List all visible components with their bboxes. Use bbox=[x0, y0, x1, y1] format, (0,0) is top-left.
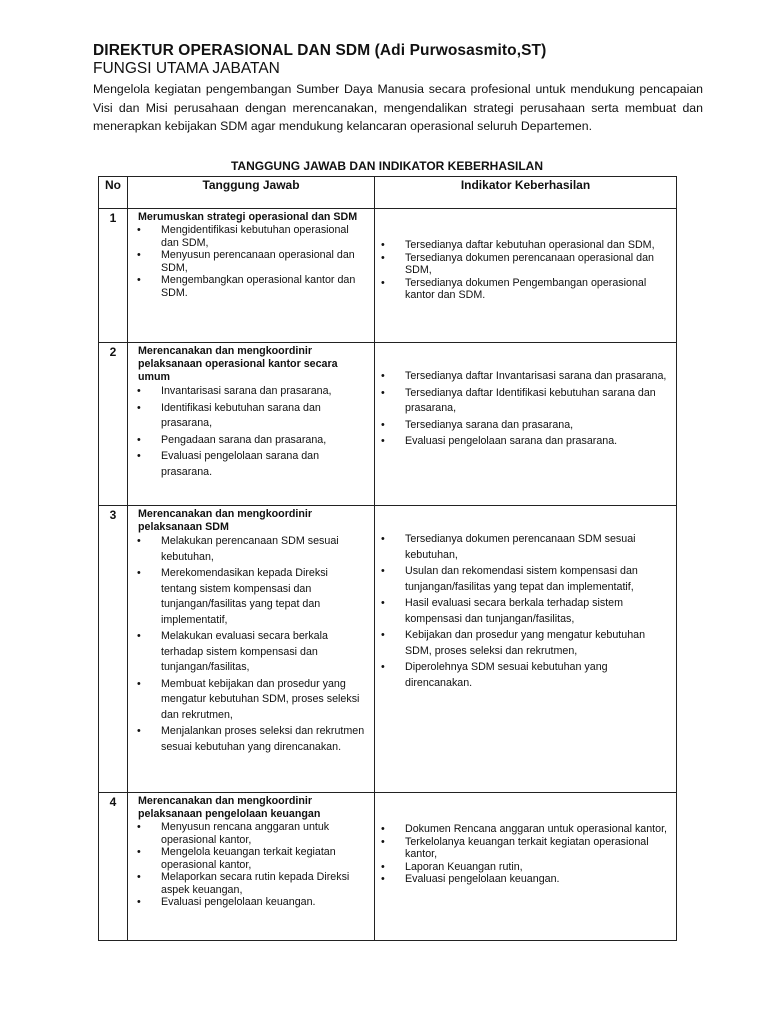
list-item: • Melakukan perencanaan SDM sesuai kebutuhan, bbox=[161, 534, 366, 565]
list-item: • Evaluasi pengelolaan keuangan. bbox=[405, 873, 668, 886]
document-subtitle: FUNGSI UTAMA JABATAN bbox=[93, 60, 280, 77]
list-item: • Melakukan evaluasi secara berkala terhadap sistem kompensasi dan tunjangan/fasilitas, bbox=[161, 629, 366, 676]
list-item: • Melaporkan secara rutin kepada Direksi aspek keuangan, bbox=[161, 871, 366, 896]
responsibility-heading: Merumuskan strategi operasional dan SDM bbox=[138, 211, 358, 223]
row-number: 4 bbox=[99, 793, 128, 941]
list-item: • Usulan dan rekomendasi sistem kompensasi dan tunjangan/fasilitas yang tepat dan implementatif, bbox=[405, 564, 668, 595]
header-responsibility: Tanggung Jawab bbox=[128, 177, 375, 209]
table-row bbox=[99, 209, 677, 343]
list-item: • Mengidentifikasi kebutuhan operasional dan SDM, bbox=[161, 224, 366, 249]
indicator-list bbox=[405, 532, 668, 691]
responsibility-cell bbox=[128, 343, 375, 506]
list-item: • Tersedianya daftar Identifikasi kebutuhan sarana dan prasarana, bbox=[405, 386, 668, 417]
indicator-list bbox=[405, 369, 668, 450]
responsibility-cell bbox=[128, 793, 375, 941]
list-item: • Identifikasi kebutuhan sarana dan prasarana, bbox=[161, 401, 366, 432]
list-item: • Tersedianya daftar kebutuhan operasional dan SDM, bbox=[405, 239, 668, 252]
list-item: • Evaluasi pengelolaan keuangan. bbox=[161, 896, 366, 909]
indicator-cell bbox=[375, 506, 677, 793]
list-item: • Menyusun perencanaan operasional dan SDM, bbox=[161, 249, 366, 274]
indicator-list bbox=[405, 239, 668, 302]
row-number: 2 bbox=[99, 343, 128, 506]
responsibility-list bbox=[161, 534, 366, 755]
list-item: • Tersedianya sarana dan prasarana, bbox=[405, 418, 668, 434]
indicator-cell bbox=[375, 343, 677, 506]
table-header-row bbox=[99, 177, 677, 209]
row-number: 1 bbox=[99, 209, 128, 343]
table-row bbox=[99, 506, 677, 793]
list-item: • Terkelolanya keuangan terkait kegiatan operasional kantor, bbox=[405, 836, 668, 861]
responsibility-list bbox=[161, 384, 366, 480]
indicator-cell bbox=[375, 793, 677, 941]
responsibility-heading: Merencanakan dan mengkoordinir pelaksanaan operasional kantor secara umum bbox=[138, 345, 338, 383]
list-item: • Hasil evaluasi secara berkala terhadap sistem kompensasi dan tunjangan/fasilitas, bbox=[405, 596, 668, 627]
list-item: • Evaluasi pengelolaan sarana dan prasarana. bbox=[161, 449, 366, 480]
list-item: • Laporan Keuangan rutin, bbox=[405, 861, 668, 874]
responsibility-list bbox=[161, 224, 366, 299]
list-item: • Invantarisasi sarana dan prasarana, bbox=[161, 384, 366, 400]
row-number: 3 bbox=[99, 506, 128, 793]
list-item: • Tersedianya dokumen perencanaan operasional dan SDM, bbox=[405, 252, 668, 277]
responsibility-cell bbox=[128, 506, 375, 793]
header-indicator: Indikator Keberhasilan bbox=[375, 177, 677, 209]
responsibility-cell bbox=[128, 209, 375, 343]
list-item: • Tersedianya daftar Invantarisasi sarana dan prasarana, bbox=[405, 369, 668, 385]
list-item: • Diperolehnya SDM sesuai kebutuhan yang direncanakan. bbox=[405, 660, 668, 691]
list-item: • Pengadaan sarana dan prasarana, bbox=[161, 433, 366, 449]
list-item: • Membuat kebijakan dan prosedur yang mengatur kebutuhan SDM, proses seleksi dan rekrutmen, bbox=[161, 677, 366, 724]
table-row bbox=[99, 343, 677, 506]
responsibility-table bbox=[98, 176, 677, 941]
list-item: • Tersedianya dokumen perencanaan SDM sesuai kebutuhan, bbox=[405, 532, 668, 563]
document-title: DIREKTUR OPERASIONAL DAN SDM (Adi Purwosasmito,ST) bbox=[93, 42, 547, 59]
list-item: • Mengelola keuangan terkait kegiatan operasional kantor, bbox=[161, 846, 366, 871]
list-item: • Menyusun rencana anggaran untuk operasional kantor, bbox=[161, 821, 366, 846]
intro-paragraph: Mengelola kegiatan pengembangan Sumber Daya Manusia secara profesional untuk mendukung pencapaian Visi dan Misi perusahaan dengan merencanakan, mengendalikan strategi perusahaan serta membuat dan menerapkan kebijakan SDM agar mendukung kelancaran operasional seluruh Departemen. bbox=[93, 82, 703, 133]
indicator-list bbox=[405, 823, 668, 886]
indicator-cell bbox=[375, 209, 677, 343]
list-item: • Menjalankan proses seleksi dan rekrutmen sesuai kebutuhan yang direncanakan. bbox=[161, 724, 366, 755]
list-item: • Mengembangkan operasional kantor dan SDM. bbox=[161, 274, 366, 299]
table-caption: TANGGUNG JAWAB DAN INDIKATOR KEBERHASILAN bbox=[230, 159, 543, 173]
table-row bbox=[99, 793, 677, 941]
responsibility-heading: Merencanakan dan mengkoordinir pelaksanaan pengelolaan keuangan bbox=[138, 795, 321, 820]
responsibility-heading: Merencanakan dan mengkoordinir pelaksanaan SDM bbox=[138, 508, 313, 533]
list-item: • Dokumen Rencana anggaran untuk operasional kantor, bbox=[405, 823, 668, 836]
header-no: No bbox=[99, 177, 128, 209]
list-item: • Evaluasi pengelolaan sarana dan prasarana. bbox=[405, 434, 668, 450]
list-item: • Tersedianya dokumen Pengembangan operasional kantor dan SDM. bbox=[405, 277, 668, 302]
responsibility-list bbox=[161, 821, 366, 909]
list-item: • Kebijakan dan prosedur yang mengatur kebutuhan SDM, proses seleksi dan rekrutmen, bbox=[405, 628, 668, 659]
list-item: • Merekomendasikan kepada Direksi tentang sistem kompensasi dan tunjangan/fasilitas yang tepat dan implementatif, bbox=[161, 566, 366, 628]
